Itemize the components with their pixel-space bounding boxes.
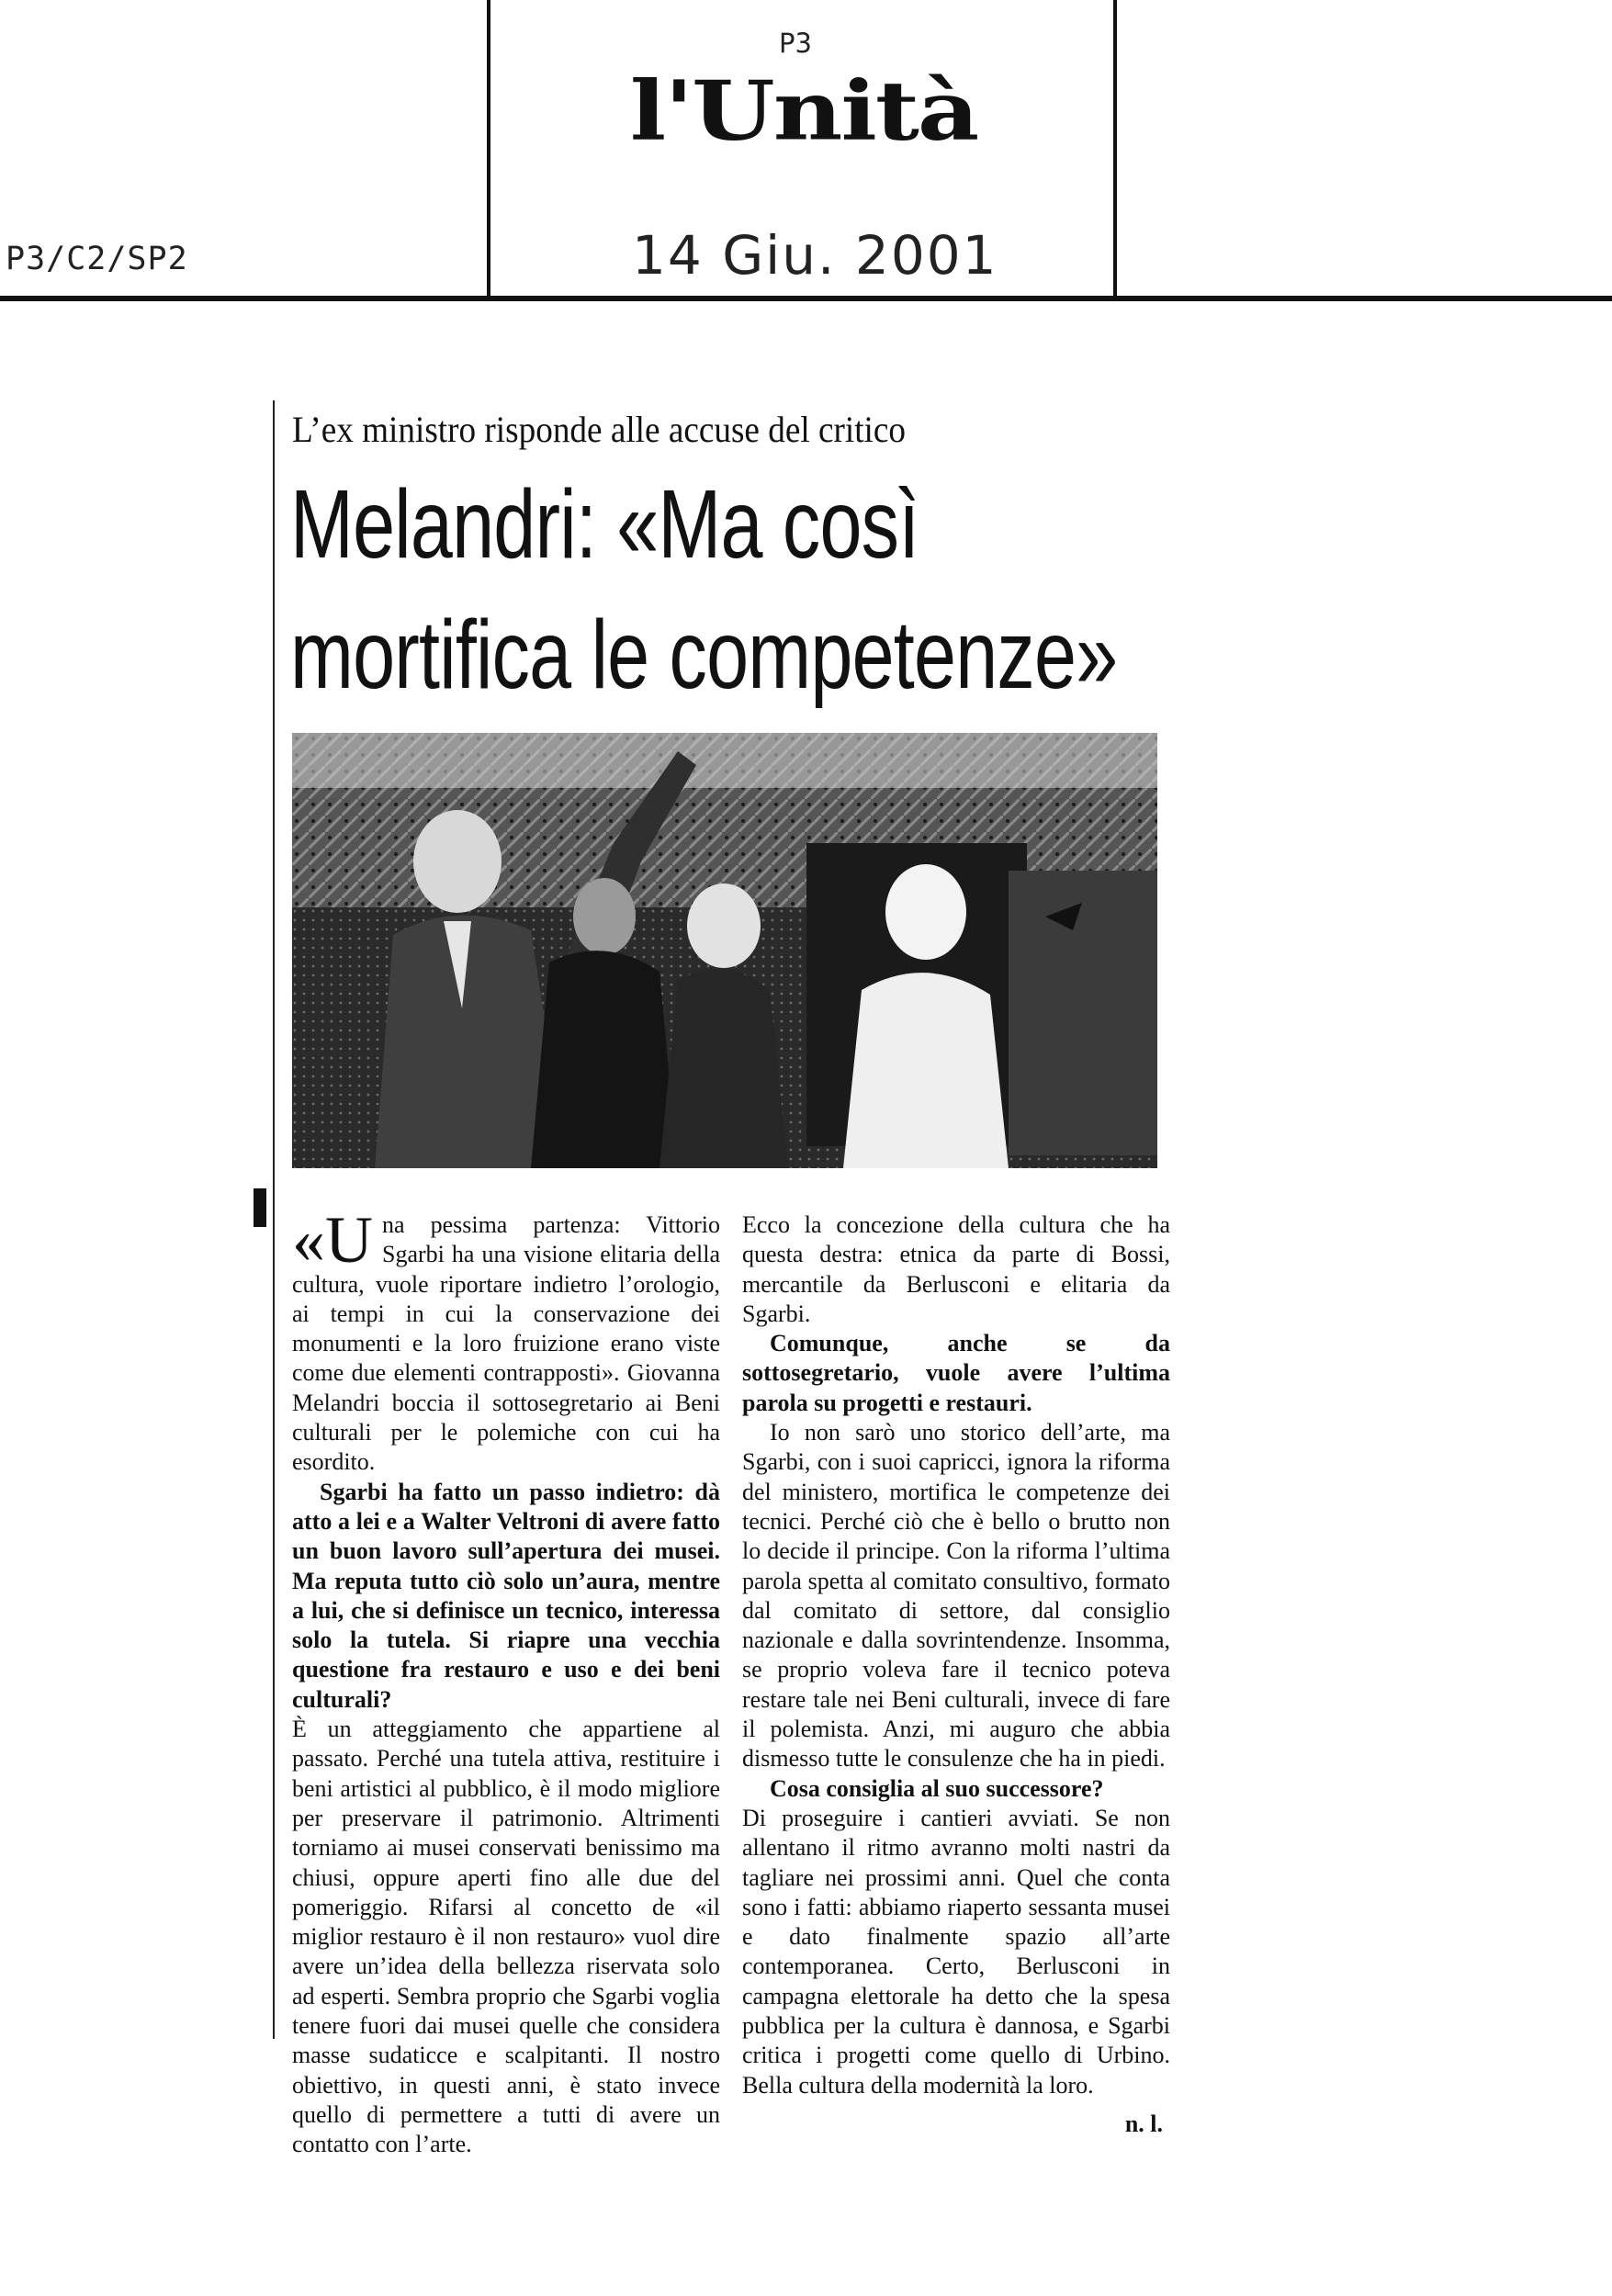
clipping-page: P3: [779, 28, 812, 59]
article-column-2: [742, 1210, 1170, 2139]
headline-line-1: Melandri: «Ma così: [290, 470, 919, 579]
photo-illustration: [292, 733, 1157, 1168]
article-column-1: [292, 1203, 720, 2160]
answer-paragraph-1: [292, 1203, 720, 1478]
article-marker: [254, 1188, 266, 1227]
answer-paragraph-2: È un atteggiamento che appartiene al passato. Perché una tutela attiva, restituire i beni artistici al pubblico, è il modo migliore per preservare il patrimonio. Altrimenti torniamo ai musei conservati benissimo ma chiusi, oppure aperti fino alle due del pomeriggio. Rifarsi al concetto de «il miglior restauro è il non restauro» vuol dire avere un’idea della bellezza riservata solo ad esperti. Sembra proprio che Sgarbi voglia tenere fuori dai musei quelle che considera masse sudaticce e scalpitanti. Il nostro obiettivo, in questi anni, è stato invece quello di permettere a tutti di avere un contatto con l’arte.: [292, 1716, 720, 2158]
answer-paragraph-5: Di proseguire i cantieri avviati. Se non allentano il ritmo avranno molti nastri da tagliare nei prossimi anni. Quel che conta sono i fatti: abbiamo riaperto sessanta musei e dato finalmente spazio all’arte contemporanea. Certo, Berlusconi in campagna elettorale ha detto che la spesa pubblica per la cultura è dannosa, e Sgarbi critica i progetti come quello di Urbino. Bella cultura della modernità la loro.: [742, 1804, 1170, 2099]
author-signature: n. l.: [1124, 2110, 1163, 2137]
newspaper-masthead: l'Unità: [629, 62, 978, 160]
answer-text-1: na pessima partenza: Vittorio Sgarbi ha una visione elitaria della cultura, vuole riportare indietro l’orologio, ai tempi in cui la conservazione dei monumenti e la loro fruizione erano viste come due elementi contrapposti». Giovanna Melandri boccia il sottosegretario ai Beni culturali per le polemiche con cui ha esordito.: [292, 1211, 720, 1476]
article-photo: [292, 733, 1157, 1168]
drop-cap: «U: [292, 1203, 373, 1277]
article-kicker: L’ex ministro risponde alle accuse del critico: [292, 409, 907, 450]
article-side-rule: [273, 400, 275, 2039]
answer-paragraph-3: Ecco la concezione della cultura che ha questa destra: etnica da parte di Bossi, mercantile da Berlusconi e elitaria da Sgarbi.: [742, 1211, 1170, 1327]
header-divider-left: [487, 0, 490, 298]
question-paragraph-1: Sgarbi ha fatto un passo indietro: dà atto a lei e a Walter Veltroni di avere fatto un buon lavoro sull’apertura dei musei. Ma reputa tutto ciò solo un’aura, mentre a lui, che si definisce un tecnico, interessa solo la tutela. Si riapre una vecchia questione fra restauro e uso e dei beni culturali?: [292, 1478, 720, 1713]
clipping-code: P3/C2/SP2: [6, 241, 188, 277]
clipping-date: 14 Giu. 2001: [632, 224, 998, 287]
answer-paragraph-4: Io non sarò uno storico dell’arte, ma Sgarbi, con i suoi capricci, ignora la riforma del ministero, mortifica le competenze dei tecnici. Perché ciò che è bello o brutto non lo decide il principe. Con la riforma l’ultima parola spetta al comitato consultivo, formato dal comitato di settore, dal consiglio nazionale e dalla sovrintendenze. Insomma, se proprio voleva fare il tecnico poteva restare tale nei Beni culturali, invece di fare il polemista. Anzi, mi auguro che abbia dismesso tutte le consulenze che ha in piedi.: [742, 1419, 1170, 1773]
question-paragraph-2: Comunque, anche se da sottosegretario, vuole avere l’ultima parola su progetti e restauri.: [742, 1330, 1170, 1416]
headline-line-2: mortifica le competenze»: [290, 601, 1118, 709]
question-paragraph-3: Cosa consiglia al suo successore?: [770, 1774, 1104, 1802]
article-headline: [290, 459, 1222, 720]
header-rule: [0, 296, 1612, 301]
header-divider-right: [1113, 0, 1117, 298]
